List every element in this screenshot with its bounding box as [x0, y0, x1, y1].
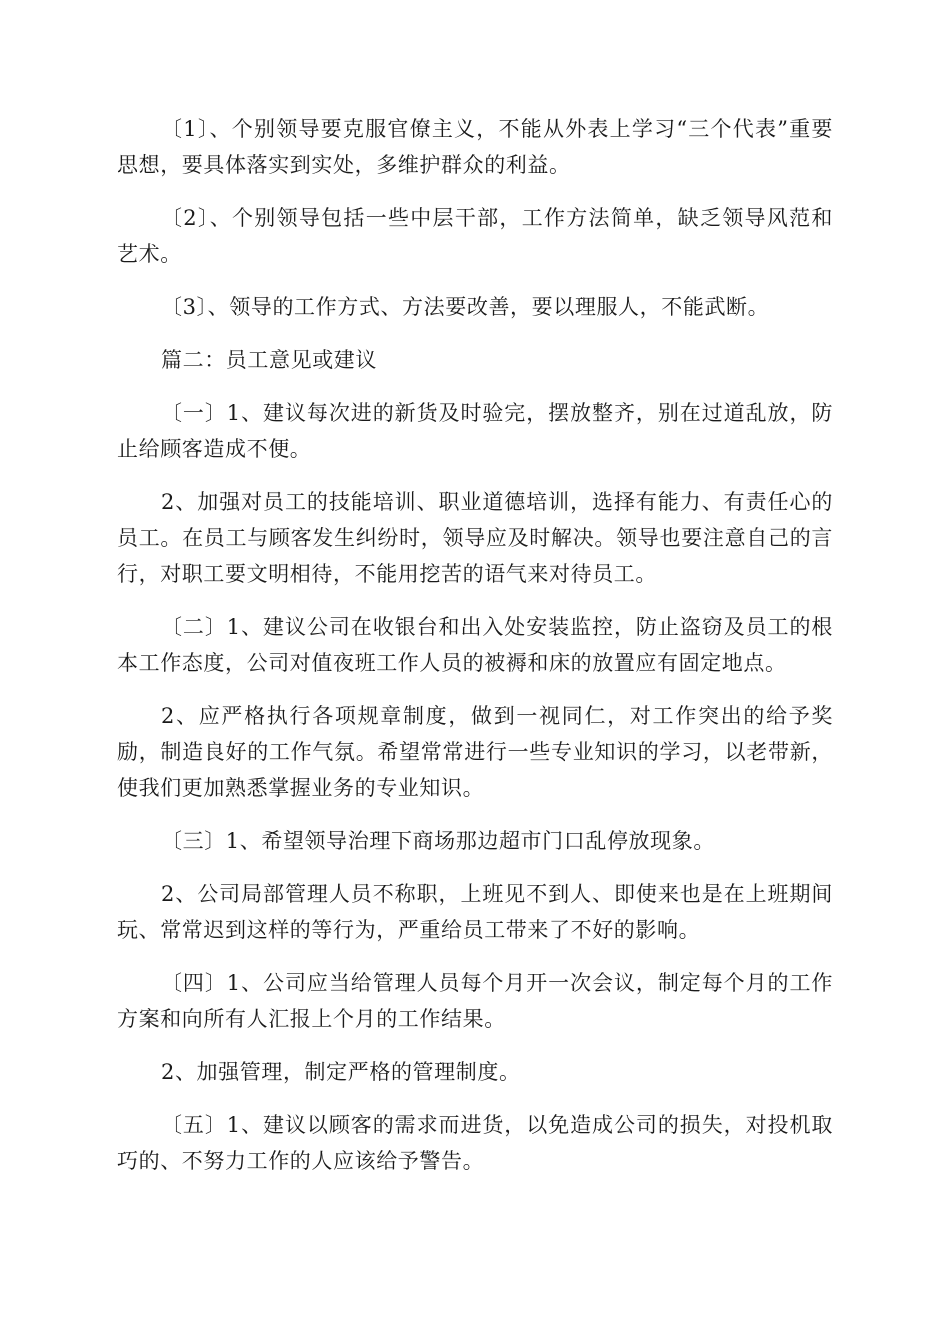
- paragraph-five-1: 〔五〕1、建议以顾客的需求而进货，以免造成公司的损失，对投机取巧的、不努力工作的人应该给予警告。: [117, 1113, 833, 1173]
- paragraph-four-1: 〔四〕1、公司应当给管理人员每个月开一次会议，制定每个月的工作方案和向所有人汇报上个月的工作结果。: [117, 971, 833, 1031]
- paragraph-one-1: 〔一〕1、建议每次进的新货及时验完，摆放整齐，别在过道乱放，防止给顾客造成不便。: [117, 401, 833, 461]
- document-page: [117, 111, 833, 1196]
- paragraph-leader-1: 〔1〕、个别领导要克服官僚主义，不能从外表上学习“三个代表”重要思想，要具体落实到实处，多维护群众的利益。: [117, 117, 833, 177]
- paragraph-two-2: 2、应严格执行各项规章制度，做到一视同仁，对工作突出的给予奖励，制造良好的工作气氛。希望常常进行一些专业知识的学习，以老带新，使我们更加熟悉掌握业务的专业知识。: [117, 704, 833, 800]
- paragraph-one-2: 2、加强对员工的技能培训、职业道德培训，选择有能力、有责任心的员工。在员工与顾客发生纠纷时，领导应及时解决。领导也要注意自己的言行，对职工要文明相待，不能用挖苦的语气来对待员工。: [117, 490, 833, 586]
- paragraph-four-2: 2、加强管理，制定严格的管理制度。: [161, 1060, 521, 1084]
- paragraph-leader-3: 〔3〕、领导的工作方式、方法要改善，要以理服人，不能武断。: [161, 295, 770, 319]
- paragraph-three-1: 〔三〕1、希望领导治理下商场那边超市门口乱停放现象。: [161, 829, 715, 853]
- paragraph-leader-2: 〔2〕、个别领导包括一些中层干部，工作方法简单，缺乏领导风范和艺术。: [117, 206, 833, 266]
- section-heading: 篇二：员工意见或建议: [161, 348, 377, 372]
- paragraph-two-1: 〔二〕1、建议公司在收银台和出入处安装监控，防止盗窃及员工的根本工作态度，公司对值夜班工作人员的被褥和床的放置应有固定地点。: [117, 615, 833, 675]
- paragraph-three-2: 2、公司局部管理人员不称职，上班见不到人、即使来也是在上班期间玩、常常迟到这样的等行为，严重给员工带来了不好的影响。: [117, 882, 833, 942]
